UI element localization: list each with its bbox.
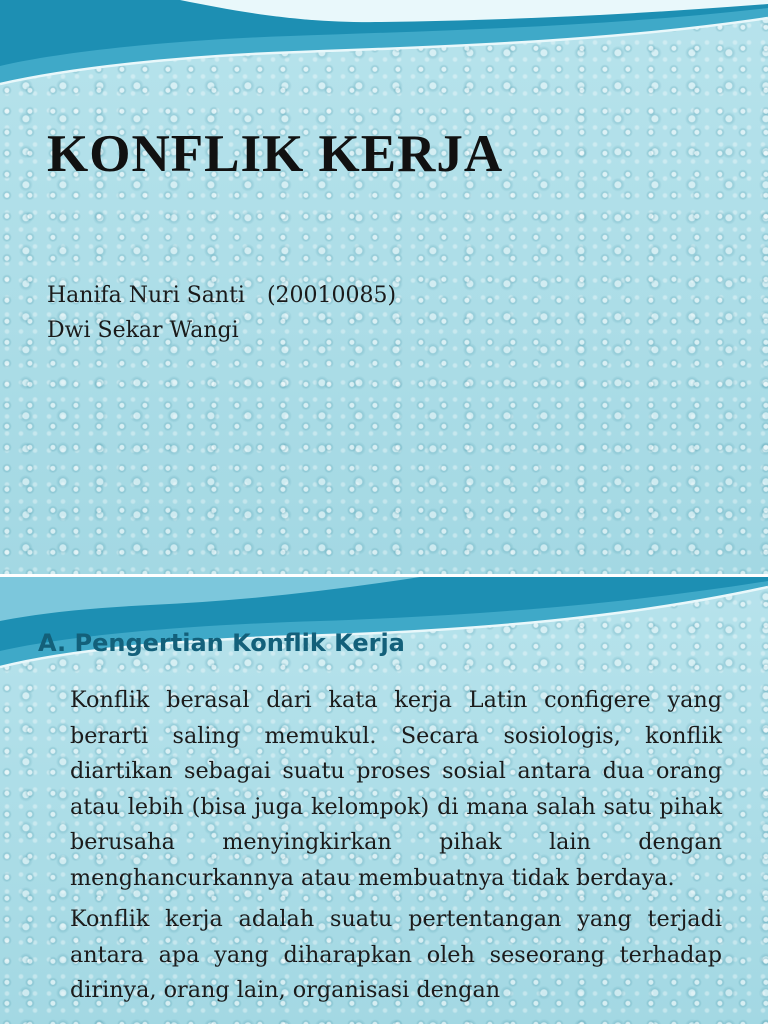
author-list — [47, 278, 396, 348]
author-name: Dwi Sekar Wangi — [47, 318, 239, 343]
author-name: Hanifa Nuri Santi — [47, 283, 245, 308]
author-id: (20010085) — [266, 283, 397, 308]
wave-decoration — [0, 0, 768, 100]
wave-decoration — [0, 577, 768, 677]
author-entry — [47, 313, 396, 348]
content-slide — [0, 577, 768, 1024]
paragraph: Konflik kerja adalah suatu pertentangan yang terjadi antara apa yang diharapkan oleh seseorang terhadap dirinya, orang lain, organisasi dengan — [70, 906, 722, 1003]
body-text — [70, 683, 722, 1015]
section-heading: A. Pengertian Konflik Kerja — [38, 629, 405, 657]
paragraph: Konflik berasal dari kata kerja Latin configere yang berarti saling memukul. Secara sosiologis, konflik diartikan sebagai suatu proses sosial antara dua orang atau lebih (bisa juga kelompok) di mana salah satu pihak berusaha menyingkirkan pihak lain dengan menghancurkannya atau membuatnya tidak berdaya. — [70, 687, 722, 891]
author-entry — [47, 278, 396, 313]
slide-title: KONFLIK KERJA — [47, 125, 504, 183]
